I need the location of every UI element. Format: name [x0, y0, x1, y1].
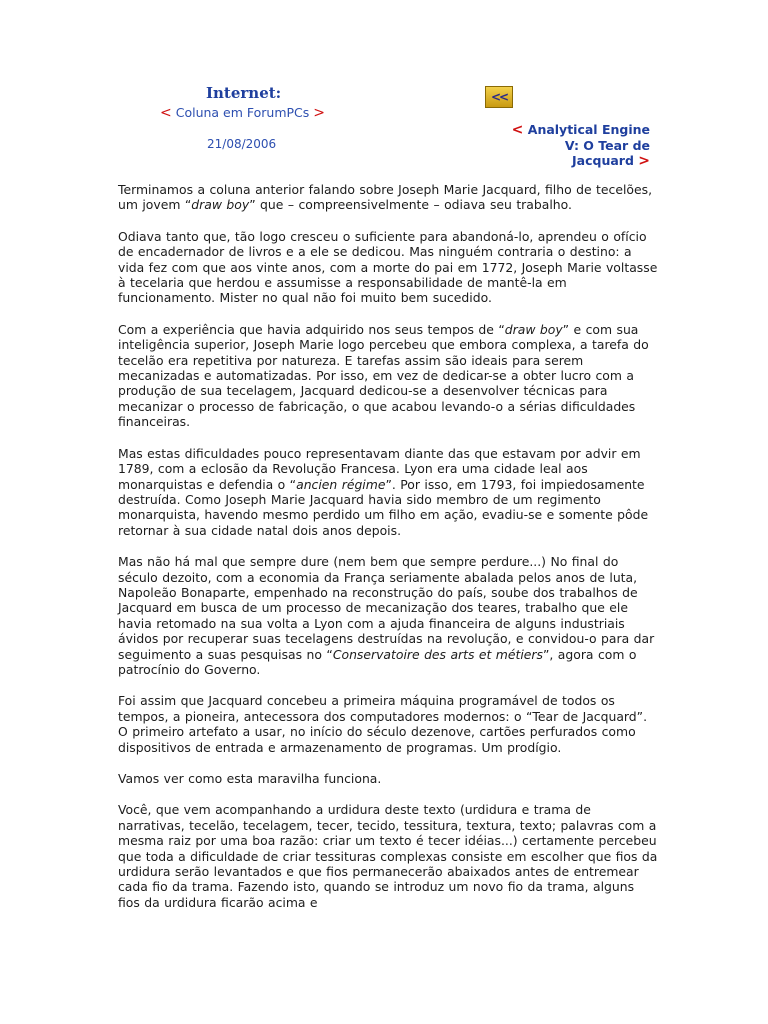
p4-emphasis: ancien régime [296, 476, 386, 492]
article-body [118, 182, 660, 926]
paragraph-2: Odiava tanto que, tão logo cresceu o suficiente para abandoná-lo, aprendeu o ofício de encadernador de livros e a ele se dedicou. Mas ninguém contraria o destino: a vida fez com que aos vinte anos, com a morte do pai em 1772, Joseph Marie voltasse à tecelaria que herdou e assumisse a responsabilidade de mantê-la em funcionamento. Mister no qual não foi muito bem sucedido. [118, 228, 658, 306]
paragraph-6: Foi assim que Jacquard concebeu a primeira máquina programável de todos os tempos, a pioneira, antecessora dos computadores modernos: o “Tear de Jacquard”. O primeiro artefato a usar, no início do século dezenove, cartões perfurados como dispositivos de entrada e armazenamento de programas. Um prodígio. [118, 693, 648, 755]
p5-emphasis: Conservatoire des arts et métiers [332, 646, 543, 662]
paragraph-4 [118, 446, 660, 538]
next-article-link[interactable] [500, 122, 650, 169]
column-open-bracket: < [160, 105, 172, 121]
page-title: Internet: [206, 84, 282, 102]
p5-text-a: Mas não há mal que sempre dure (nem bem que sempre perdure...) No final do século dezoito, com a economia da França seriamente abalada pelos anos de luta, Napoleão Bonaparte, empenhado na reconstrução do país, soube dos trabalhos de Jacquard em busca de um processo de mecanização dos teares, trabalho que ele havia retomado na sua volta a Lyon com a ajuda financeira de alguns industriais ávidos por recuperar suas tecelagens destruídas na revolução, e convidou-o para dar seguimento a suas pesquisas no “ [118, 554, 655, 662]
p4-text-b: ”. Por isso, em 1793, foi impiedosamente destruída. Como Joseph Marie Jacquard havia sido membro de um regimento monarquista, havendo mesmo perdido um filho em ação, evadiu-se e somente pôde retornar à sua cidade natal dois anos depois. [118, 476, 649, 538]
paragraph-1 [118, 182, 660, 213]
column-link-label[interactable]: Coluna em ForumPCs [175, 105, 310, 120]
next-article-label[interactable]: Analytical Engine V: O Tear de Jacquard [527, 122, 650, 168]
p3-emphasis: draw boy [504, 321, 563, 337]
next-open-bracket: < [511, 122, 524, 138]
p1-emphasis: draw boy [191, 197, 250, 213]
publish-date: 21/08/2006 [207, 137, 277, 151]
column-link[interactable] [160, 105, 325, 121]
p1-text-b: ” que – compreensivelmente – odiava seu trabalho. [249, 197, 572, 213]
paragraph-3 [118, 322, 660, 430]
column-close-bracket: > [313, 105, 326, 121]
p3-text-a: Com a experiência que havia adquirido nos seus tempos de “ [118, 321, 505, 337]
p1-text-a: Terminamos a coluna anterior falando sobre Joseph Marie Jacquard, filho de tecelões, um jovem “ [118, 182, 653, 213]
p3-text-b: ” e com sua inteligência superior, Joseph Marie logo percebeu que embora complexa, a tarefa do tecelão era repetitiva por natureza. E tarefas assim são ideais para serem mecanizadas e automatizadas. Por isso, em vez de dedicar-se a obter lucro com a produção de sua tecelagem, Jacquard dedicou-se a desenvolver técnicas para mecanizar o processo de fabricação, o que acabou levando-o a sérias dificuldades financeiras. [118, 321, 649, 430]
paragraph-5 [118, 554, 660, 677]
p5-text-b: ”, agora com o patrocínio do Governo. [118, 646, 637, 677]
back-button[interactable]: << [485, 86, 513, 108]
paragraph-8: Você, que vem acompanhando a urdidura deste texto (urdidura e trama de narrativas, tecelão, tecelagem, tecer, tecido, tessitura, textura, texto; palavras com a mesma raiz por uma boa razão: criar um texto é tecer idéias...) certamente percebeu que toda a dificuldade de criar tessituras complexas consiste em escolher que fios da urdidura serão levantados e que fios permanecerão abaixados antes de entremear cada fio da trama. Fazendo isto, quando se introduz um novo fio da trama, alguns fios da urdidura ficarão acima e [118, 802, 658, 910]
paragraph-7: Vamos ver como esta maravilha funciona. [118, 771, 382, 786]
p4-text-a: Mas estas dificuldades pouco representavam diante das que estavam por advir em 1789, com a eclosão da Revolução Francesa. Lyon era uma cidade leal aos monarquistas e defendia o “ [118, 445, 641, 492]
next-close-bracket: > [638, 153, 650, 169]
